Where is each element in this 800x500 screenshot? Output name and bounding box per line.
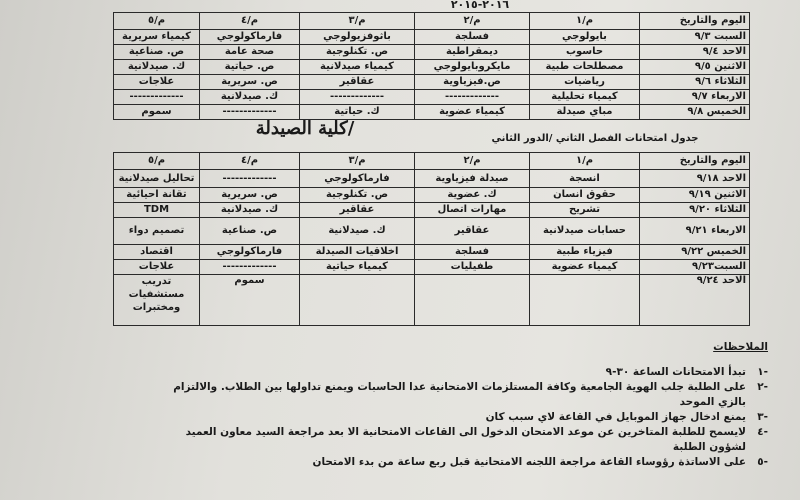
exam-cell: TDM bbox=[114, 203, 200, 218]
table-row bbox=[114, 218, 750, 245]
exam-cell: حاسوب bbox=[530, 45, 640, 60]
header-day-date: اليوم والتاريخ bbox=[640, 153, 750, 170]
exam-cell: مباي صيدلة bbox=[530, 105, 640, 120]
header-period-1: م/١ bbox=[530, 153, 640, 170]
exam-cell: صحة عامة bbox=[200, 45, 300, 60]
exam-cell: حسابات صيدلانية bbox=[530, 218, 640, 245]
header-day-date: اليوم والتاريخ bbox=[640, 13, 750, 30]
day-cell: الخميس ٩/٨ bbox=[640, 105, 750, 120]
note-text: يمنع ادخال جهاز الموبايل في القاعة لاي سبب كان bbox=[485, 411, 746, 423]
exam-cell: كيمياء عضوية bbox=[530, 260, 640, 275]
exam-cell: تقانة احيائية bbox=[114, 188, 200, 203]
table-row bbox=[114, 75, 750, 90]
table-row bbox=[114, 203, 750, 218]
exam-cell: ك. صيدلانية bbox=[300, 218, 415, 245]
exam-cell: ص. صناعية bbox=[114, 45, 200, 60]
exam-cell bbox=[415, 275, 530, 326]
exam-cell: فسلجة bbox=[415, 30, 530, 45]
first-term-schedule-table bbox=[113, 12, 750, 120]
table-row bbox=[114, 188, 750, 203]
table-row bbox=[114, 260, 750, 275]
exam-cell: تحاليل صيدلانية bbox=[114, 170, 200, 188]
exam-cell: عقاقير bbox=[300, 75, 415, 90]
exam-cell: تشريح bbox=[530, 203, 640, 218]
exam-cell: ك. صيدلانية bbox=[200, 90, 300, 105]
exam-cell: فيزياء طبية bbox=[530, 245, 640, 260]
exam-cell: طفيليات bbox=[415, 260, 530, 275]
exam-cell: ص. سريرية bbox=[200, 188, 300, 203]
header-period-5: م/٥ bbox=[114, 13, 200, 30]
table-row bbox=[114, 275, 750, 326]
exam-cell: كيمياء تحليلية bbox=[530, 90, 640, 105]
academic-year: ٢٠١٦-٢٠١٥ bbox=[450, 0, 510, 11]
day-cell: الاربعاء ٩/٧ bbox=[640, 90, 750, 105]
exam-cell: ------------- bbox=[415, 90, 530, 105]
table-row bbox=[114, 170, 750, 188]
day-cell: الاثنين ٩/٥ bbox=[640, 60, 750, 75]
second-term-schedule-table bbox=[113, 152, 750, 326]
exam-cell: انسجة bbox=[530, 170, 640, 188]
note-number: -٤ bbox=[757, 426, 768, 438]
exam-cell: ك. صيدلانية bbox=[200, 203, 300, 218]
note-item bbox=[70, 395, 780, 410]
day-cell bbox=[640, 218, 750, 245]
day-text: الاربعاء ٩/٢١ bbox=[685, 225, 746, 236]
note-item bbox=[70, 440, 780, 455]
note-text: بالزي الموحد bbox=[679, 396, 746, 408]
exam-cell: ك. عضوية bbox=[415, 188, 530, 203]
day-cell: السبت٩/٢٣ bbox=[640, 260, 750, 275]
exam-cell: مايكروبايولوجي bbox=[415, 60, 530, 75]
exam-cell: ------------- bbox=[300, 90, 415, 105]
day-cell: الثلاثاء ٩/٦ bbox=[640, 75, 750, 90]
exam-cell: علاجات bbox=[114, 75, 200, 90]
exam-cell: ------------- bbox=[114, 90, 200, 105]
table-row bbox=[114, 30, 750, 45]
day-cell: الاحد ٩/٤ bbox=[640, 45, 750, 60]
exam-cell: تصميم دواء bbox=[114, 218, 200, 245]
exam-cell: فارماكولوجي bbox=[200, 245, 300, 260]
exam-cell: باثوفزيولوجي bbox=[300, 30, 415, 45]
note-number: -٥ bbox=[757, 456, 768, 468]
exam-cell: فارماكولوجي bbox=[300, 170, 415, 188]
note-text: لشؤون الطلبة bbox=[672, 441, 746, 453]
exam-cell: ص. سريرية bbox=[200, 75, 300, 90]
exam-cell: ص.فيزياوية bbox=[415, 75, 530, 90]
exam-cell: حقوق انسان bbox=[530, 188, 640, 203]
second-term-heading: جدول امتحانات الفصل الثاني /الدور الثاني bbox=[491, 133, 699, 144]
header-period-5: م/٥ bbox=[114, 153, 200, 170]
day-cell: الخميس ٩/٢٢ bbox=[640, 245, 750, 260]
exam-cell: كيمياء عضوية bbox=[415, 105, 530, 120]
exam-cell: ك. صيدلانية bbox=[114, 60, 200, 75]
note-item bbox=[70, 365, 780, 380]
exam-cell: ص. تكنلوجية bbox=[300, 188, 415, 203]
note-text: على الطلبة جلب الهوية الجامعية وكافة المستلزمات الامتحانية عدا الحاسبات ويمنع تداولها بين الطلاب. والالتزام bbox=[173, 381, 746, 393]
exam-cell bbox=[300, 275, 415, 326]
college-handwritten-title: /كلية الصيدلة bbox=[255, 118, 355, 139]
header-period-2: م/٢ bbox=[415, 153, 530, 170]
exam-cell: اقتصاد bbox=[114, 245, 200, 260]
exam-cell: علاجات bbox=[114, 260, 200, 275]
header-period-1: م/١ bbox=[530, 13, 640, 30]
exam-cell: اخلاقيات الصيدلة bbox=[300, 245, 415, 260]
exam-cell: فارماكولوجي bbox=[200, 30, 300, 45]
table-header-row bbox=[114, 13, 750, 30]
exam-cell: مصطلحات طبية bbox=[530, 60, 640, 75]
exam-cell: مهارات اتصال bbox=[415, 203, 530, 218]
exam-cell: سموم bbox=[200, 275, 300, 326]
header-period-3: م/٣ bbox=[300, 13, 415, 30]
table-row bbox=[114, 105, 750, 120]
day-cell: السبت ٩/٣ bbox=[640, 30, 750, 45]
exam-cell: كيمياء حياتية bbox=[300, 260, 415, 275]
exam-cell: ------------- bbox=[200, 105, 300, 120]
exam-cell: ص. تكنلوجية bbox=[300, 45, 415, 60]
day-cell: الاحد ٩/٢٤ bbox=[640, 275, 750, 326]
header-period-2: م/٢ bbox=[415, 13, 530, 30]
note-text: لايسمح للطلبة المتاخرين عن موعد الامتحان الدخول الى القاعات الامتحانية الا بعد مراجعة السيد معاون العميد bbox=[185, 426, 746, 438]
exam-cell: عقاقير bbox=[300, 203, 415, 218]
note-item bbox=[70, 455, 780, 470]
day-cell: الاثنين ٩/١٩ bbox=[640, 188, 750, 203]
table-row bbox=[114, 90, 750, 105]
exam-cell: عقاقير bbox=[415, 218, 530, 245]
notes-title: الملاحظات bbox=[713, 341, 768, 353]
note-number: -٣ bbox=[757, 411, 768, 423]
exam-cell: ديمقراطية bbox=[415, 45, 530, 60]
exam-cell: ك. حياتية bbox=[300, 105, 415, 120]
table-row bbox=[114, 60, 750, 75]
exam-cell: ص. حياتية bbox=[200, 60, 300, 75]
exam-cell: فسلجة bbox=[415, 245, 530, 260]
notes-section bbox=[70, 340, 780, 470]
day-cell: الثلاثاء ٩/٢٠ bbox=[640, 203, 750, 218]
header-period-3: م/٣ bbox=[300, 153, 415, 170]
exam-cell: سموم bbox=[114, 105, 200, 120]
exam-cell: ص. صناعية bbox=[200, 218, 300, 245]
exam-cell bbox=[530, 275, 640, 326]
day-cell: الاحد ٩/١٨ bbox=[640, 170, 750, 188]
note-number: -٢ bbox=[757, 381, 768, 393]
exam-cell: رياضيات bbox=[530, 75, 640, 90]
table-row bbox=[114, 245, 750, 260]
header-period-4: م/٤ bbox=[200, 153, 300, 170]
exam-cell: كيمياء صيدلانية bbox=[300, 60, 415, 75]
note-item bbox=[70, 380, 780, 395]
exam-cell: تدريب مستشفيات ومختبرات bbox=[114, 275, 200, 326]
note-item bbox=[70, 425, 780, 440]
note-number: -١ bbox=[757, 366, 768, 378]
exam-cell: ------------- bbox=[200, 170, 300, 188]
header-period-4: م/٤ bbox=[200, 13, 300, 30]
exam-cell: صيدلة فيزياوية bbox=[415, 170, 530, 188]
table-row bbox=[114, 45, 750, 60]
note-item bbox=[70, 410, 780, 425]
note-text: على الاساتذة رؤوساء القاعة مراجعة اللجنه الامتحانية قبل ربع ساعة من بدء الامتحان bbox=[312, 456, 746, 468]
exam-cell: كيمياء سريرية bbox=[114, 30, 200, 45]
exam-cell: ------------- bbox=[200, 260, 300, 275]
table-header-row bbox=[114, 153, 750, 170]
note-text: تبدأ الامتحانات الساعة ٣٠-٩ bbox=[605, 366, 746, 378]
exam-cell: بايولوجي bbox=[530, 30, 640, 45]
